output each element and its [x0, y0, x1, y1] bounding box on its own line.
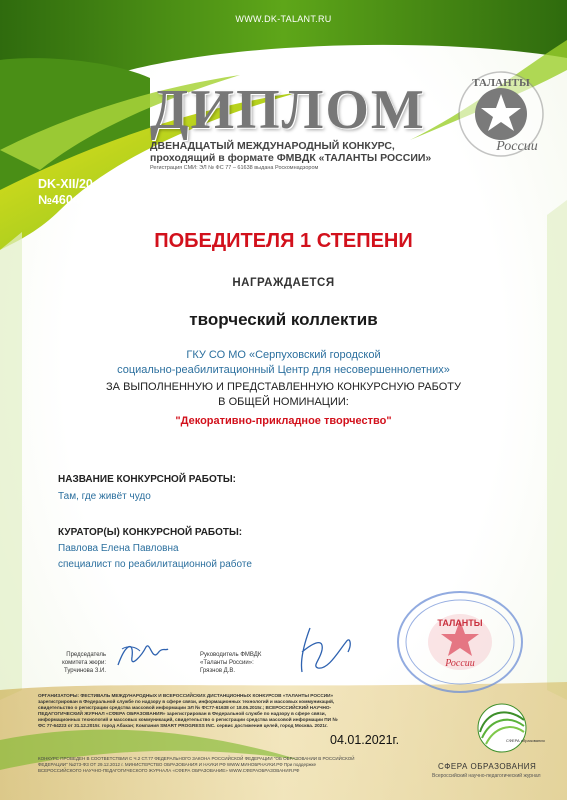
jury-title-line1: Председатель [66, 652, 106, 658]
brand-tagline: Всероссийский научно-педагогический журнал [432, 773, 541, 779]
talents-russia-logo [455, 68, 547, 160]
jury-signature-block [38, 651, 106, 675]
organization-line2: социально-реабилитационный Центр для несовершеннолетних» [117, 364, 450, 376]
brand-name: СФЕРА ОБРАЗОВАНИЯ [438, 762, 537, 771]
place-title: ПОБЕДИТЕЛЯ 1 СТЕПЕНИ [154, 230, 413, 252]
site-url: WWW.DK-TALANT.RU [235, 14, 332, 24]
head-title-line1: Руководитель ФМВДК [200, 652, 262, 658]
sfera-logo-text: СФЕРА образования [506, 738, 545, 743]
right-border [547, 200, 567, 700]
registration-note: Регистрация СМИ: ЭЛ № ФС 77 – 61638 выдана Роскомнадзором [150, 165, 319, 171]
left-border [0, 232, 22, 700]
sfera-logo-icon [476, 702, 545, 758]
jury-name: Турчинова З.И. [64, 668, 106, 674]
logo-text-top: ТАЛАНТЫ [472, 77, 530, 89]
nomination: "Декоративно-прикладное творчество" [175, 415, 392, 427]
jury-signature [112, 635, 172, 675]
curator-name: Павлова Елена Павловна [58, 543, 179, 554]
jury-title-line2: комитета жюри: [62, 660, 106, 666]
work-title-label: НАЗВАНИЕ КОНКУРСНОЙ РАБОТЫ: [58, 474, 237, 485]
footer-legal-text: КОНКУРС ПРОВЕДЕН В СООТВЕТСТВИИ С Ч.2 СТ.77 ФЕДЕРАЛЬНОГО ЗАКОНА РОССИЙСКОЙ ФЕДЕРАЦИИ "ОБ ОБРАЗОВАНИИ В РОССИЙСКОЙ ФЕДЕРАЦИИ" №273-ФЗ ОТ 29.12.2012 г. МИНИСТЕРСТВО ОБРАЗОВАНИЯ И НАУКИ РФ WWW.МИНОБРНАУКИ.РФ При поддержке ВСЕРОССИЙСКОГО НАУЧНО-ПЕДАГОГИЧЕСКОГО ЖУРНАЛА «СФЕРА ОБРАЗОВАНИЕ» WWW.СФЕРАОБРАЗОВАНИЯ.РФ [38, 756, 355, 773]
issue-date: 04.01.2021г. [330, 733, 400, 747]
organizers-text: ОРГАНИЗАТОРЫ: ФЕСТИВАЛЬ МЕЖДУНАРОДНЫХ И ВСЕРОССИЙСКИХ ДИСТАНЦИОННЫХ КОНКУРСОВ «ТАЛАНТЫ РОССИИ» зарегистрирован в Федеральной службе по надзору в сфере связи, информационных технологий и массовых коммуникаций, свидетельство о регистрации средства массовой информации ЭЛ № ФС77-61638 от 18.05.2015г.; ВСЕРОССИЙСКИЙ НАУЧНО-ПЕДАГОГИЧЕСКИЙ ЖУРНАЛ «СФЕРА ОБРАЗОВАНИЯ» зарегистрирован в Федеральной службе по надзору в сфере связи, информационных технологий и массовых коммуникаций, свидетельство о регистрации средства массовой информации ПИ № ФС 77-64223 от 31.12.2015г. город Абакан; Компания SMART PROGRESS INC. сервис достижения целей, город Москва. 2021г. [38, 693, 338, 728]
head-signature-block [200, 651, 280, 675]
logo-text-bottom: России [496, 139, 538, 154]
curator-label: КУРАТОР(Ы) КОНКУРСНОЙ РАБОТЫ: [58, 527, 243, 538]
diploma-title: ДИПЛОМ [150, 79, 426, 141]
contest-subtitle-line1: ДВЕНАДЦАТЫЙ МЕЖДУНАРОДНЫЙ КОНКУРС, [150, 140, 395, 152]
official-stamp [395, 590, 525, 695]
awarded-label: НАГРАЖДАЕТСЯ [232, 277, 335, 289]
stamp-center-text: ТАЛАНТЫ [437, 618, 483, 628]
head-title-line2: «Таланты России»: [200, 660, 254, 666]
organization-line1: ГКУ СО МО «Серпуховский городской [186, 349, 381, 361]
recipient-name: творческий коллектив [189, 310, 378, 329]
diploma-code: DK-XII/20, [38, 177, 97, 191]
for-work-line1: ЗА ВЫПОЛНЕННУЮ И ПРЕДСТАВЛЕННУЮ КОНКУРСНУЮ РАБОТУ [106, 381, 461, 393]
curator-position: специалист по реабилитационной работе [58, 559, 252, 570]
for-work-line2: В ОБЩЕЙ НОМИНАЦИИ: [218, 396, 349, 408]
diploma-number: №4604 [38, 193, 80, 207]
work-title-value: Там, где живёт чудо [58, 491, 151, 502]
contest-subtitle-line2: проходящий в формате ФМВДК «ТАЛАНТЫ РОССИИ» [150, 152, 432, 164]
head-name: Грязнов Д.В. [200, 668, 236, 674]
head-signature [292, 622, 356, 678]
stamp-bottom-text: России [445, 658, 475, 669]
